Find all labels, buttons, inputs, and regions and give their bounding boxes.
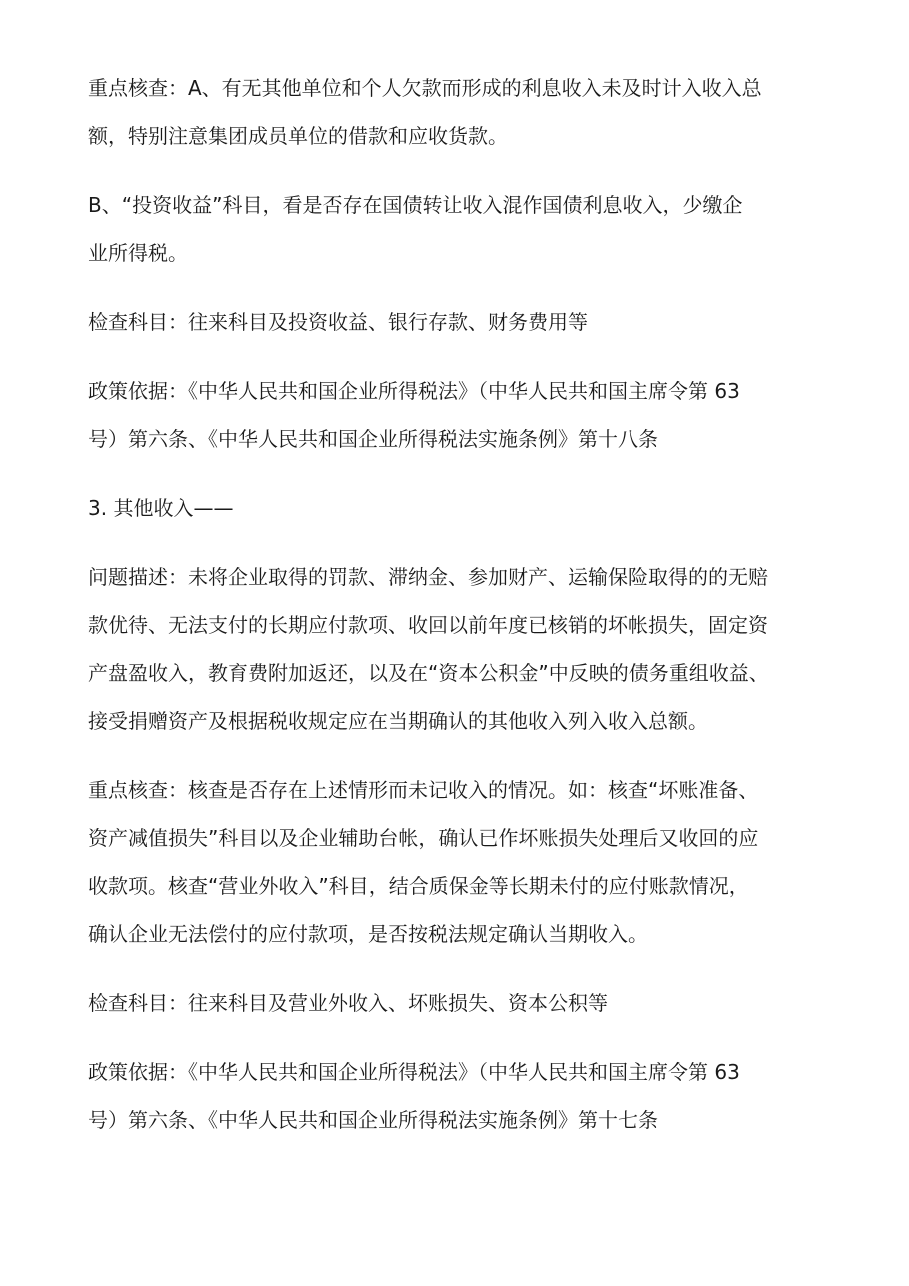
- text-line: 政策依据：《中华人民共和国企业所得税法》（中华人民共和国主席令第 63: [88, 379, 740, 403]
- text-line: 款优待、无法支付的长期应付款项、收回以前年度已核销的坏帐损失，固定资: [88, 613, 768, 637]
- text-line: 接受捐赠资产及根据税收规定应在当期确认的其他收入列入收入总额。: [88, 709, 708, 733]
- paragraph-policy-basis-2: [88, 1060, 848, 1132]
- text-line: 检查科目：往来科目及营业外收入、坏账损失、资本公积等: [88, 991, 608, 1015]
- text-line: 问题描述：未将企业取得的罚款、滞纳金、参加财产、运输保险取得的的无赔: [88, 565, 768, 589]
- paragraph-check-accounts-1: [88, 310, 848, 334]
- section-heading-other-income: [88, 496, 848, 520]
- text-line: 收款项。核查“营业外收入”科目，结合质保金等长期未付的应付账款情况，: [88, 874, 749, 898]
- text-line: 号）第六条、《中华人民共和国企业所得税法实施条例》第十八条: [88, 427, 658, 451]
- paragraph-check-accounts-2: [88, 991, 848, 1015]
- text-line: B、“投资收益”科目，看是否存在国债转让收入混作国债利息收入，少缴企: [88, 193, 743, 217]
- text-line: 额，特别注意集团成员单位的借款和应收货款。: [88, 124, 508, 148]
- paragraph-problem-description: [88, 565, 848, 733]
- text-line: 重点核查：A、有无其他单位和个人欠款而形成的利息收入未及时计入收入总: [88, 76, 762, 100]
- text-line: 产盘盈收入，教育费附加返还，以及在“资本公积金”中反映的债务重组收益、: [88, 661, 769, 685]
- text-line: 政策依据：《中华人民共和国企业所得税法》（中华人民共和国主席令第 63: [88, 1060, 740, 1084]
- paragraph-key-check-b: [88, 193, 848, 265]
- text-line: 重点核查：核查是否存在上述情形而未记收入的情况。如：核查“坏账准备、: [88, 778, 759, 802]
- text-line: 业所得税。: [88, 241, 188, 265]
- paragraph-key-check-2: [88, 778, 848, 946]
- paragraph-key-check-a: [88, 76, 848, 148]
- text-line: 资产减值损失”科目以及企业辅助台帐，确认已作坏账损失处理后又收回的应: [88, 826, 759, 850]
- text-line: 确认企业无法偿付的应付款项，是否按税法规定确认当期收入。: [88, 922, 648, 946]
- text-line: 检查科目：往来科目及投资收益、银行存款、财务费用等: [88, 310, 588, 334]
- text-line: 3. 其他收入——: [88, 496, 234, 520]
- text-line: 号）第六条、《中华人民共和国企业所得税法实施条例》第十七条: [88, 1108, 658, 1132]
- document-body: [88, 76, 848, 1132]
- paragraph-policy-basis-1: [88, 379, 848, 451]
